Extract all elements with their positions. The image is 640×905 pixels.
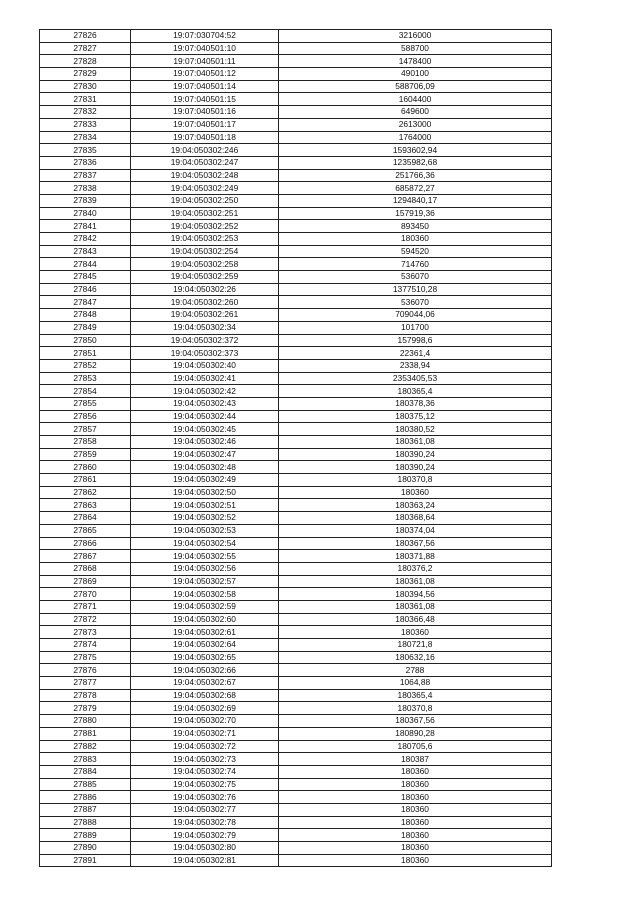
table-row <box>40 385 552 398</box>
row-number-cell: 27860 <box>40 461 131 474</box>
row-number-cell: 27842 <box>40 233 131 246</box>
row-number-cell: 27852 <box>40 359 131 372</box>
cadastral-value-cell: 180705,6 <box>279 740 552 753</box>
cadastral-value-cell: 2353405,53 <box>279 372 552 385</box>
table-row <box>40 778 552 791</box>
table-row <box>40 486 552 499</box>
cadastral-number-cell: 19:04:050302:34 <box>131 321 279 334</box>
table-row <box>40 613 552 626</box>
cadastral-number-cell: 19:04:050302:69 <box>131 702 279 715</box>
cadastral-number-cell: 19:04:050302:56 <box>131 562 279 575</box>
table-body <box>40 30 552 867</box>
cadastral-number-cell: 19:07:040501:15 <box>131 93 279 106</box>
table-row <box>40 55 552 68</box>
cadastral-value-cell: 3216000 <box>279 30 552 43</box>
table-row <box>40 562 552 575</box>
row-number-cell: 27838 <box>40 182 131 195</box>
cadastral-value-cell: 180367,56 <box>279 537 552 550</box>
cadastral-number-cell: 19:04:050302:51 <box>131 499 279 512</box>
cadastral-number-cell: 19:04:050302:48 <box>131 461 279 474</box>
row-number-cell: 27844 <box>40 258 131 271</box>
cadastral-value-cell: 180721,8 <box>279 639 552 652</box>
cadastral-number-cell: 19:07:040501:12 <box>131 68 279 81</box>
row-number-cell: 27836 <box>40 156 131 169</box>
table-row <box>40 436 552 449</box>
row-number-cell: 27861 <box>40 474 131 487</box>
table-row <box>40 499 552 512</box>
cadastral-number-cell: 19:04:050302:45 <box>131 423 279 436</box>
cadastral-value-table <box>39 29 552 867</box>
table-row <box>40 689 552 702</box>
row-number-cell: 27831 <box>40 93 131 106</box>
row-number-cell: 27828 <box>40 55 131 68</box>
table-row <box>40 803 552 816</box>
table-row <box>40 169 552 182</box>
row-number-cell: 27853 <box>40 372 131 385</box>
cadastral-value-cell: 594520 <box>279 245 552 258</box>
row-number-cell: 27850 <box>40 334 131 347</box>
table-row <box>40 309 552 322</box>
table-row <box>40 651 552 664</box>
table-row <box>40 207 552 220</box>
cadastral-value-cell: 536070 <box>279 296 552 309</box>
table-row <box>40 448 552 461</box>
cadastral-number-cell: 19:04:050302:81 <box>131 854 279 867</box>
cadastral-value-cell: 180390,24 <box>279 448 552 461</box>
cadastral-number-cell: 19:04:050302:41 <box>131 372 279 385</box>
cadastral-number-cell: 19:04:050302:65 <box>131 651 279 664</box>
cadastral-number-cell: 19:04:050302:78 <box>131 816 279 829</box>
cadastral-value-cell: 180360 <box>279 816 552 829</box>
table-row <box>40 524 552 537</box>
row-number-cell: 27869 <box>40 575 131 588</box>
cadastral-value-cell: 180378,36 <box>279 397 552 410</box>
cadastral-value-cell: 180360 <box>279 829 552 842</box>
cadastral-value-cell: 180380,52 <box>279 423 552 436</box>
table-row <box>40 588 552 601</box>
cadastral-value-cell: 22361,4 <box>279 347 552 360</box>
table-row <box>40 271 552 284</box>
table-row <box>40 131 552 144</box>
row-number-cell: 27848 <box>40 309 131 322</box>
cadastral-value-cell: 714760 <box>279 258 552 271</box>
cadastral-value-cell: 180361,08 <box>279 436 552 449</box>
cadastral-number-cell: 19:04:050302:248 <box>131 169 279 182</box>
cadastral-value-cell: 180632,16 <box>279 651 552 664</box>
row-number-cell: 27830 <box>40 80 131 93</box>
cadastral-value-cell: 709044,06 <box>279 309 552 322</box>
cadastral-number-cell: 19:04:050302:72 <box>131 740 279 753</box>
cadastral-number-cell: 19:04:050302:252 <box>131 220 279 233</box>
cadastral-number-cell: 19:07:040501:10 <box>131 42 279 55</box>
cadastral-number-cell: 19:04:050302:44 <box>131 410 279 423</box>
row-number-cell: 27856 <box>40 410 131 423</box>
row-number-cell: 27863 <box>40 499 131 512</box>
cadastral-number-cell: 19:04:050302:60 <box>131 613 279 626</box>
table-row <box>40 740 552 753</box>
cadastral-value-cell: 180370,8 <box>279 702 552 715</box>
cadastral-value-cell: 180360 <box>279 854 552 867</box>
row-number-cell: 27879 <box>40 702 131 715</box>
cadastral-value-cell: 180363,24 <box>279 499 552 512</box>
table-row <box>40 397 552 410</box>
cadastral-value-cell: 490100 <box>279 68 552 81</box>
cadastral-number-cell: 19:04:050302:74 <box>131 765 279 778</box>
row-number-cell: 27849 <box>40 321 131 334</box>
table-row <box>40 854 552 867</box>
cadastral-value-cell: 1294840,17 <box>279 194 552 207</box>
cadastral-number-cell: 19:04:050302:42 <box>131 385 279 398</box>
row-number-cell: 27868 <box>40 562 131 575</box>
cadastral-value-cell: 2613000 <box>279 118 552 131</box>
cadastral-number-cell: 19:04:050302:52 <box>131 512 279 525</box>
row-number-cell: 27847 <box>40 296 131 309</box>
cadastral-value-cell: 251766,36 <box>279 169 552 182</box>
table-row <box>40 461 552 474</box>
cadastral-number-cell: 19:04:050302:61 <box>131 626 279 639</box>
cadastral-number-cell: 19:04:050302:253 <box>131 233 279 246</box>
row-number-cell: 27885 <box>40 778 131 791</box>
table-row <box>40 600 552 613</box>
cadastral-value-cell: 180360 <box>279 233 552 246</box>
table-row <box>40 816 552 829</box>
cadastral-value-cell: 180390,24 <box>279 461 552 474</box>
cadastral-value-cell: 1235982,68 <box>279 156 552 169</box>
cadastral-value-cell: 180367,56 <box>279 715 552 728</box>
cadastral-number-cell: 19:04:050302:247 <box>131 156 279 169</box>
row-number-cell: 27873 <box>40 626 131 639</box>
table-row <box>40 233 552 246</box>
cadastral-number-cell: 19:07:040501:11 <box>131 55 279 68</box>
table-row <box>40 334 552 347</box>
cadastral-number-cell: 19:04:050302:40 <box>131 359 279 372</box>
cadastral-number-cell: 19:04:050302:73 <box>131 753 279 766</box>
cadastral-value-cell: 180361,08 <box>279 600 552 613</box>
cadastral-number-cell: 19:04:050302:47 <box>131 448 279 461</box>
row-number-cell: 27841 <box>40 220 131 233</box>
cadastral-value-cell: 1478400 <box>279 55 552 68</box>
row-number-cell: 27837 <box>40 169 131 182</box>
row-number-cell: 27875 <box>40 651 131 664</box>
cadastral-number-cell: 19:04:050302:59 <box>131 600 279 613</box>
cadastral-value-cell: 180360 <box>279 626 552 639</box>
cadastral-value-cell: 1764000 <box>279 131 552 144</box>
row-number-cell: 27835 <box>40 144 131 157</box>
table-row <box>40 829 552 842</box>
table-row <box>40 347 552 360</box>
row-number-cell: 27859 <box>40 448 131 461</box>
table-row <box>40 93 552 106</box>
table-row <box>40 68 552 81</box>
cadastral-number-cell: 19:04:050302:54 <box>131 537 279 550</box>
table-row <box>40 156 552 169</box>
cadastral-value-cell: 180360 <box>279 803 552 816</box>
cadastral-number-cell: 19:04:050302:70 <box>131 715 279 728</box>
table-row <box>40 42 552 55</box>
cadastral-number-cell: 19:04:050302:55 <box>131 550 279 563</box>
table-row <box>40 283 552 296</box>
cadastral-number-cell: 19:04:050302:249 <box>131 182 279 195</box>
row-number-cell: 27845 <box>40 271 131 284</box>
cadastral-number-cell: 19:04:050302:71 <box>131 727 279 740</box>
row-number-cell: 27858 <box>40 436 131 449</box>
row-number-cell: 27876 <box>40 664 131 677</box>
cadastral-value-cell: 180360 <box>279 791 552 804</box>
cadastral-number-cell: 19:04:050302:79 <box>131 829 279 842</box>
row-number-cell: 27867 <box>40 550 131 563</box>
cadastral-value-cell: 2788 <box>279 664 552 677</box>
cadastral-value-cell: 588706,09 <box>279 80 552 93</box>
row-number-cell: 27843 <box>40 245 131 258</box>
cadastral-number-cell: 19:04:050302:254 <box>131 245 279 258</box>
cadastral-value-cell: 180374,04 <box>279 524 552 537</box>
cadastral-number-cell: 19:07:040501:18 <box>131 131 279 144</box>
cadastral-value-cell: 180387 <box>279 753 552 766</box>
cadastral-number-cell: 19:07:040501:16 <box>131 106 279 119</box>
cadastral-value-cell: 1377510,28 <box>279 283 552 296</box>
row-number-cell: 27891 <box>40 854 131 867</box>
cadastral-value-cell: 1593602,94 <box>279 144 552 157</box>
table-row <box>40 423 552 436</box>
table-row <box>40 359 552 372</box>
row-number-cell: 27886 <box>40 791 131 804</box>
row-number-cell: 27888 <box>40 816 131 829</box>
row-number-cell: 27882 <box>40 740 131 753</box>
row-number-cell: 27880 <box>40 715 131 728</box>
row-number-cell: 27890 <box>40 842 131 855</box>
row-number-cell: 27877 <box>40 677 131 690</box>
cadastral-number-cell: 19:07:030704:52 <box>131 30 279 43</box>
table-row <box>40 765 552 778</box>
table-row <box>40 512 552 525</box>
cadastral-value-cell: 101700 <box>279 321 552 334</box>
cadastral-number-cell: 19:04:050302:250 <box>131 194 279 207</box>
cadastral-number-cell: 19:04:050302:251 <box>131 207 279 220</box>
table-row <box>40 537 552 550</box>
cadastral-value-cell: 180366,48 <box>279 613 552 626</box>
cadastral-number-cell: 19:04:050302:46 <box>131 436 279 449</box>
row-number-cell: 27857 <box>40 423 131 436</box>
table-row <box>40 372 552 385</box>
cadastral-number-cell: 19:04:050302:261 <box>131 309 279 322</box>
table-row <box>40 575 552 588</box>
table-row <box>40 664 552 677</box>
row-number-cell: 27834 <box>40 131 131 144</box>
cadastral-number-cell: 19:07:040501:14 <box>131 80 279 93</box>
row-number-cell: 27881 <box>40 727 131 740</box>
cadastral-value-cell: 180890,28 <box>279 727 552 740</box>
row-number-cell: 27855 <box>40 397 131 410</box>
cadastral-value-cell: 1604400 <box>279 93 552 106</box>
table-row <box>40 106 552 119</box>
row-number-cell: 27870 <box>40 588 131 601</box>
cadastral-value-cell: 180360 <box>279 778 552 791</box>
cadastral-number-cell: 19:04:050302:259 <box>131 271 279 284</box>
cadastral-number-cell: 19:04:050302:68 <box>131 689 279 702</box>
cadastral-number-cell: 19:04:050302:373 <box>131 347 279 360</box>
cadastral-number-cell: 19:04:050302:53 <box>131 524 279 537</box>
row-number-cell: 27851 <box>40 347 131 360</box>
cadastral-value-cell: 180370,8 <box>279 474 552 487</box>
cadastral-value-cell: 180371,88 <box>279 550 552 563</box>
cadastral-value-cell: 180361,08 <box>279 575 552 588</box>
cadastral-value-cell: 685872,27 <box>279 182 552 195</box>
table-row <box>40 753 552 766</box>
row-number-cell: 27884 <box>40 765 131 778</box>
cadastral-value-cell: 588700 <box>279 42 552 55</box>
table-row <box>40 182 552 195</box>
cadastral-number-cell: 19:04:050302:76 <box>131 791 279 804</box>
row-number-cell: 27883 <box>40 753 131 766</box>
table-row <box>40 80 552 93</box>
row-number-cell: 27889 <box>40 829 131 842</box>
cadastral-value-cell: 180365,4 <box>279 689 552 702</box>
cadastral-value-cell: 180360 <box>279 486 552 499</box>
row-number-cell: 27833 <box>40 118 131 131</box>
table-row <box>40 626 552 639</box>
row-number-cell: 27874 <box>40 639 131 652</box>
row-number-cell: 27878 <box>40 689 131 702</box>
cadastral-number-cell: 19:04:050302:67 <box>131 677 279 690</box>
cadastral-number-cell: 19:04:050302:26 <box>131 283 279 296</box>
row-number-cell: 27829 <box>40 68 131 81</box>
table-row <box>40 715 552 728</box>
table-row <box>40 296 552 309</box>
row-number-cell: 27865 <box>40 524 131 537</box>
table-row <box>40 677 552 690</box>
table-row <box>40 30 552 43</box>
cadastral-value-cell: 649600 <box>279 106 552 119</box>
row-number-cell: 27854 <box>40 385 131 398</box>
row-number-cell: 27866 <box>40 537 131 550</box>
cadastral-value-cell: 2338,94 <box>279 359 552 372</box>
row-number-cell: 27826 <box>40 30 131 43</box>
cadastral-number-cell: 19:04:050302:258 <box>131 258 279 271</box>
cadastral-value-cell: 157998,6 <box>279 334 552 347</box>
cadastral-value-cell: 180394,56 <box>279 588 552 601</box>
table-row <box>40 118 552 131</box>
row-number-cell: 27862 <box>40 486 131 499</box>
cadastral-value-cell: 180375,12 <box>279 410 552 423</box>
table-row <box>40 474 552 487</box>
cadastral-number-cell: 19:04:050302:50 <box>131 486 279 499</box>
row-number-cell: 27871 <box>40 600 131 613</box>
table-row <box>40 258 552 271</box>
cadastral-number-cell: 19:04:050302:66 <box>131 664 279 677</box>
cadastral-number-cell: 19:04:050302:260 <box>131 296 279 309</box>
row-number-cell: 27827 <box>40 42 131 55</box>
cadastral-number-cell: 19:04:050302:80 <box>131 842 279 855</box>
cadastral-number-cell: 19:04:050302:58 <box>131 588 279 601</box>
table-row <box>40 639 552 652</box>
cadastral-number-cell: 19:04:050302:372 <box>131 334 279 347</box>
cadastral-value-cell: 893450 <box>279 220 552 233</box>
table-row <box>40 842 552 855</box>
table-row <box>40 727 552 740</box>
table-row <box>40 410 552 423</box>
cadastral-number-cell: 19:07:040501:17 <box>131 118 279 131</box>
cadastral-value-cell: 1064,88 <box>279 677 552 690</box>
cadastral-value-cell: 536070 <box>279 271 552 284</box>
cadastral-value-cell: 180360 <box>279 842 552 855</box>
table-row <box>40 321 552 334</box>
cadastral-value-cell: 180368,64 <box>279 512 552 525</box>
cadastral-number-cell: 19:04:050302:64 <box>131 639 279 652</box>
cadastral-number-cell: 19:04:050302:246 <box>131 144 279 157</box>
table-row <box>40 194 552 207</box>
row-number-cell: 27872 <box>40 613 131 626</box>
row-number-cell: 27840 <box>40 207 131 220</box>
cadastral-value-cell: 180360 <box>279 765 552 778</box>
table-row <box>40 702 552 715</box>
cadastral-value-cell: 157919,36 <box>279 207 552 220</box>
table-row <box>40 791 552 804</box>
cadastral-value-cell: 180365,4 <box>279 385 552 398</box>
row-number-cell: 27887 <box>40 803 131 816</box>
table-row <box>40 550 552 563</box>
row-number-cell: 27864 <box>40 512 131 525</box>
cadastral-number-cell: 19:04:050302:75 <box>131 778 279 791</box>
table-row <box>40 245 552 258</box>
cadastral-number-cell: 19:04:050302:77 <box>131 803 279 816</box>
row-number-cell: 27846 <box>40 283 131 296</box>
table-row <box>40 144 552 157</box>
cadastral-number-cell: 19:04:050302:49 <box>131 474 279 487</box>
cadastral-number-cell: 19:04:050302:43 <box>131 397 279 410</box>
cadastral-number-cell: 19:04:050302:57 <box>131 575 279 588</box>
row-number-cell: 27832 <box>40 106 131 119</box>
row-number-cell: 27839 <box>40 194 131 207</box>
table-row <box>40 220 552 233</box>
cadastral-value-cell: 180376,2 <box>279 562 552 575</box>
